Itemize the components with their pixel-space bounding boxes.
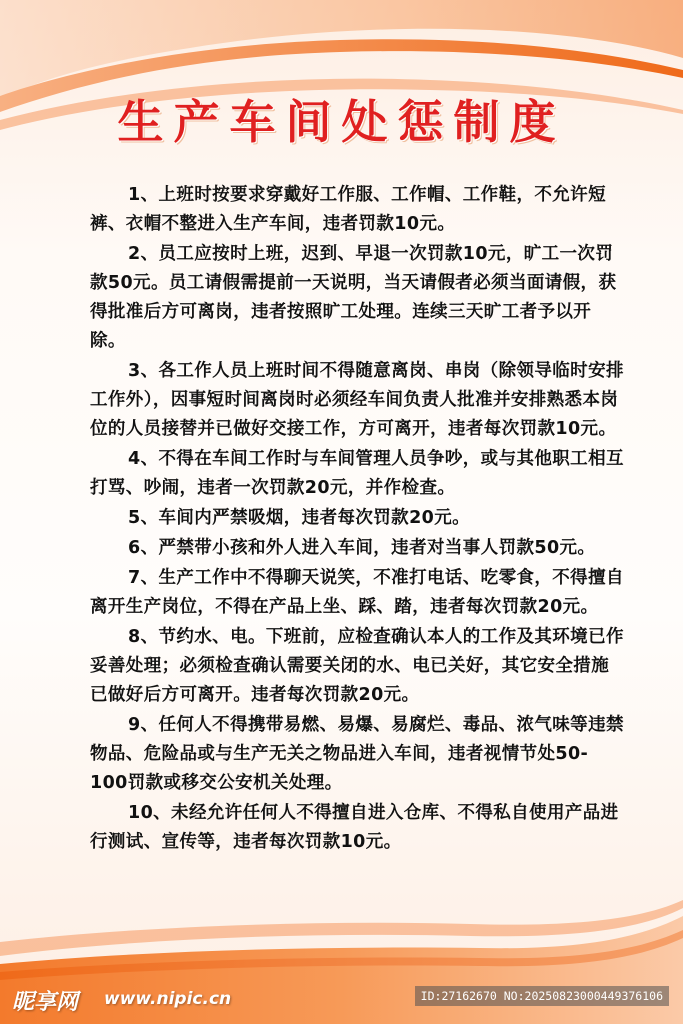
rule-item-1: 1、上班时按要求穿戴好工作服、工作帽、工作鞋，不允许短裤、衣帽不整进入生产车间，违者罚款10元。 [90, 185, 606, 234]
rule-item-4: 4、不得在车间工作时与车间管理人员争吵，或与其他职工相互打骂、吵闹，违者一次罚款20元，并作检查。 [90, 449, 624, 498]
watermark-site: www.nipic.cn [104, 989, 232, 1009]
rules-list [90, 181, 624, 858]
rule-item-5: 5、车间内严禁吸烟，违者每次罚款20元。 [128, 508, 471, 528]
rule-item-9: 9、任何人不得携带易燃、易爆、易腐烂、毒品、浓气味等违禁物品、危险品或与生产无关之物品进入车间，违者视情节处50-100罚款或移交公安机关处理。 [90, 715, 624, 793]
rule-item-2: 2、员工应按时上班，迟到、早退一次罚款10元，旷工一次罚款50元。员工请假需提前一天说明，当天请假者必须当面请假，获得批准后方可离岗，违者按照旷工处理。连续三天旷工者予以开除。 [90, 244, 617, 351]
rule-item-3: 3、各工作人员上班时间不得随意离岗、串岗（除领导临时安排工作外），因事短时间离岗时必须经车间负责人批准并安排熟悉本岗位的人员接替并已做好交接工作，方可离开，违者每次罚款10元。 [90, 361, 624, 439]
rule-item-7: 7、生产工作中不得聊天说笑，不准打电话、吃零食，不得擅自离开生产岗位，不得在产品上坐、踩、踏，违者每次罚款20元。 [90, 568, 624, 617]
rule-item-6: 6、严禁带小孩和外人进入车间，违者对当事人罚款50元。 [128, 538, 596, 558]
page-title: 生产车间处惩制度 [117, 95, 566, 149]
watermark-logo: 昵享网 [12, 990, 79, 1015]
rule-item-8: 8、节约水、电。下班前，应检查确认本人的工作及其环境已作妥善处理；必须检查确认需要关闭的水、电已关好，其它安全措施已做好后方可离开。违者每次罚款20元。 [90, 627, 624, 705]
watermark-id: ID:27162670 NO:20250823000449376106 [415, 986, 669, 1006]
rule-item-10: 10、未经允许任何人不得擅自进入仓库、不得私自使用产品进行测试、宣传等，违者每次罚款10元。 [90, 803, 619, 852]
